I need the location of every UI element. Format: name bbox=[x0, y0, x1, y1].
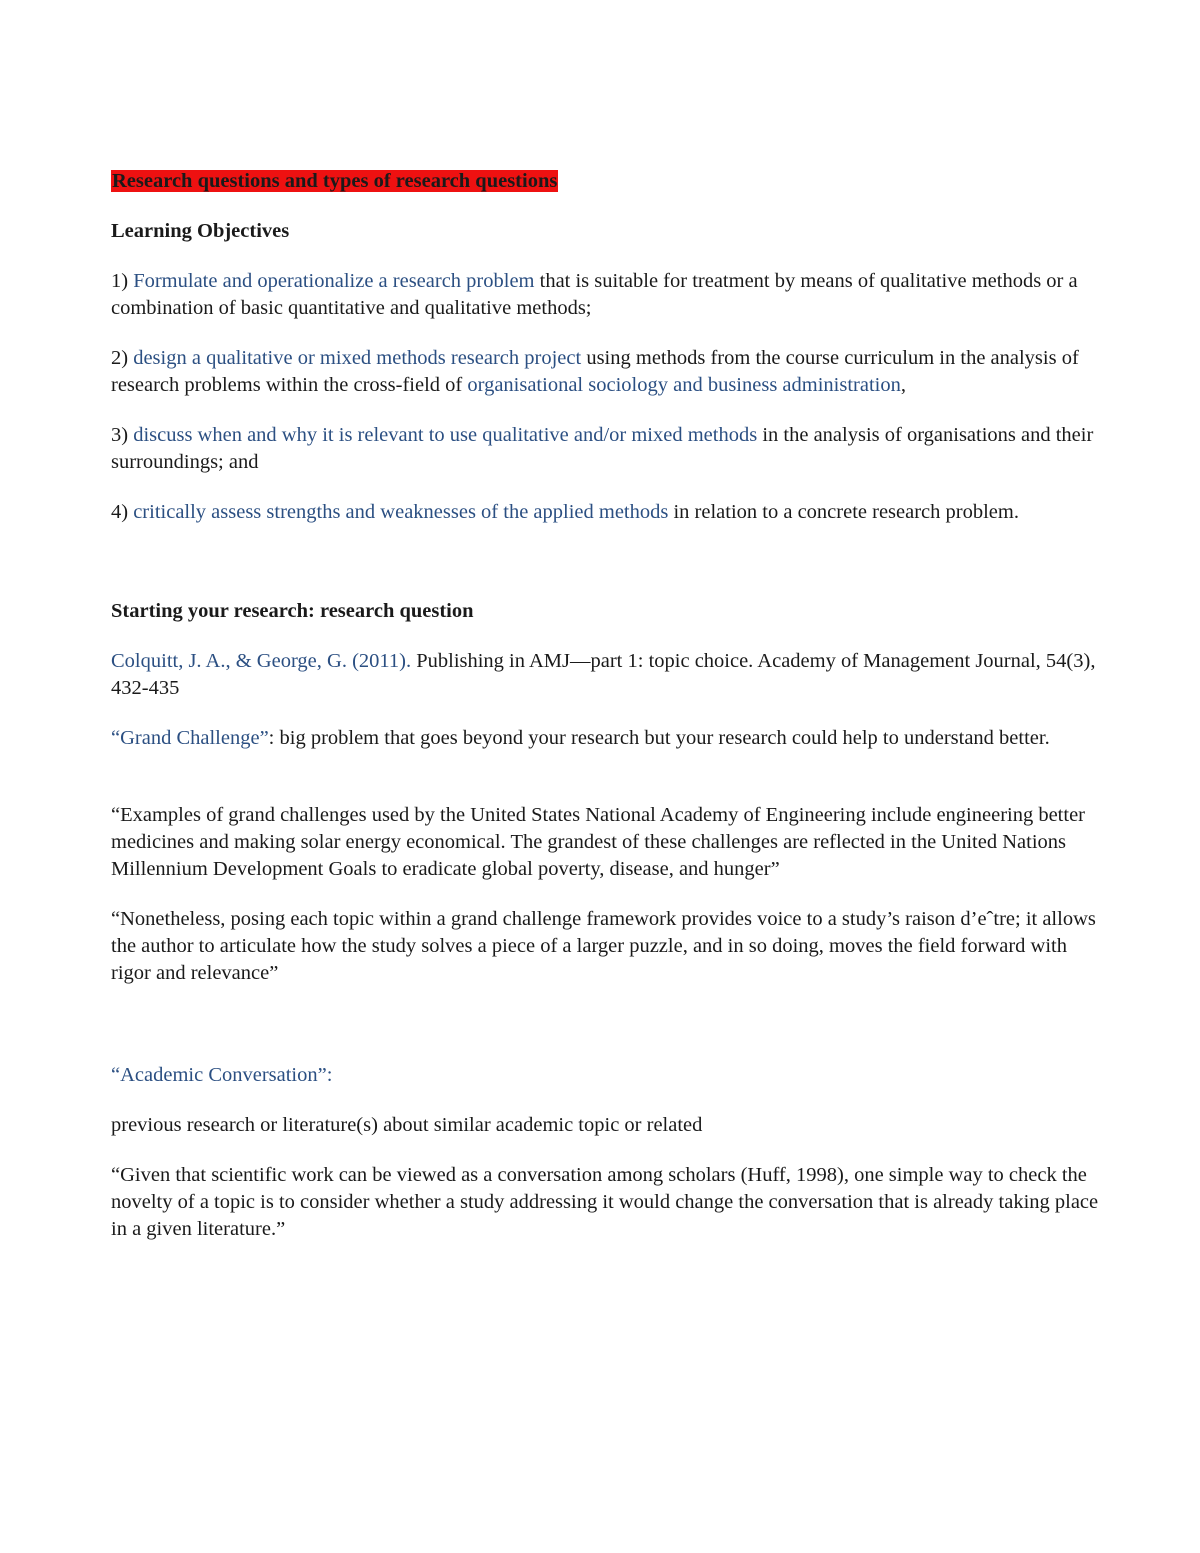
academic-conversation-colon: : bbox=[326, 1064, 333, 1086]
citation-authors: Colquitt, J. A., & George, G. (2011). bbox=[111, 650, 412, 672]
objective-highlight: design a qualitative or mixed methods research project bbox=[133, 347, 582, 369]
objective-highlight: discuss when and why it is relevant to use qualitative and/or mixed methods bbox=[133, 424, 758, 446]
objective-number: 3) bbox=[111, 424, 134, 446]
objective-number: 2) bbox=[111, 347, 134, 369]
citation bbox=[111, 648, 1100, 702]
grand-challenge-text: : big problem that goes beyond your research but your research could help to understand better. bbox=[268, 727, 1050, 749]
objective-text: in the analysis of organisations and their surroundings; and bbox=[111, 424, 1094, 473]
objective-text: that is suitable for treatment by means of qualitative methods or a combination of basic quantitative and qualitative methods; bbox=[111, 270, 1078, 319]
citation-text: Publishing in AMJ—part 1: topic choice. Academy of Management Journal, 54(3), 432-435 bbox=[111, 650, 1096, 699]
objective-4 bbox=[111, 499, 1100, 526]
objective-1 bbox=[111, 268, 1100, 322]
grand-challenge-term: “Grand Challenge” bbox=[111, 727, 269, 749]
academic-conversation-description: previous research or literature(s) about similar academic topic or related bbox=[111, 1114, 703, 1136]
document-title: Research questions and types of research questions bbox=[112, 170, 558, 192]
objective-number: 1) bbox=[111, 270, 134, 292]
quote-scientific-conversation: “Given that scientific work can be viewed as a conversation among scholars (Huff, 1998), one simple way to check the novelty of a topic is to consider whether a study addressing it would change the conversation that is already taking place in a given literature.” bbox=[111, 1164, 1099, 1240]
objective-highlight: critically assess strengths and weaknesses of the applied methods bbox=[133, 501, 669, 523]
objective-text: using methods from the course curriculum in the analysis of research problems within the cross-field of bbox=[111, 347, 1079, 396]
learning-objectives-heading: Learning Objectives bbox=[111, 220, 290, 242]
academic-conversation-heading bbox=[111, 1062, 1100, 1089]
academic-conversation-term: “Academic Conversation” bbox=[111, 1064, 327, 1086]
grand-challenge-definition bbox=[111, 725, 1100, 752]
objective-number: 4) bbox=[111, 501, 134, 523]
section-heading-research-question: Starting your research: research question bbox=[111, 600, 474, 622]
objective-highlight: Formulate and operationalize a research problem bbox=[133, 270, 535, 292]
objective-text: in relation to a concrete research problem. bbox=[668, 501, 1019, 523]
quote-grand-challenge-framework: “Nonetheless, posing each topic within a grand challenge framework provides voice to a study’s raison d’eˆtre; it allows the author to articulate how the study solves a piece of a larger puzzle, and in so doing, moves the field forward with rigor and relevance” bbox=[111, 908, 1096, 984]
quote-grand-challenges-examples: “Examples of grand challenges used by the United States National Academy of Engineering include engineering better medicines and making solar energy economical. The grandest of these challenges are reflected in the United Nations Millennium Development Goals to eradicate global poverty, disease, and hunger” bbox=[111, 804, 1086, 880]
objective-text-end: , bbox=[900, 374, 906, 396]
objective-3 bbox=[111, 422, 1100, 476]
objective-2 bbox=[111, 345, 1100, 399]
objective-highlight-secondary: organisational sociology and business administration bbox=[467, 374, 901, 396]
title-line bbox=[111, 168, 1100, 195]
